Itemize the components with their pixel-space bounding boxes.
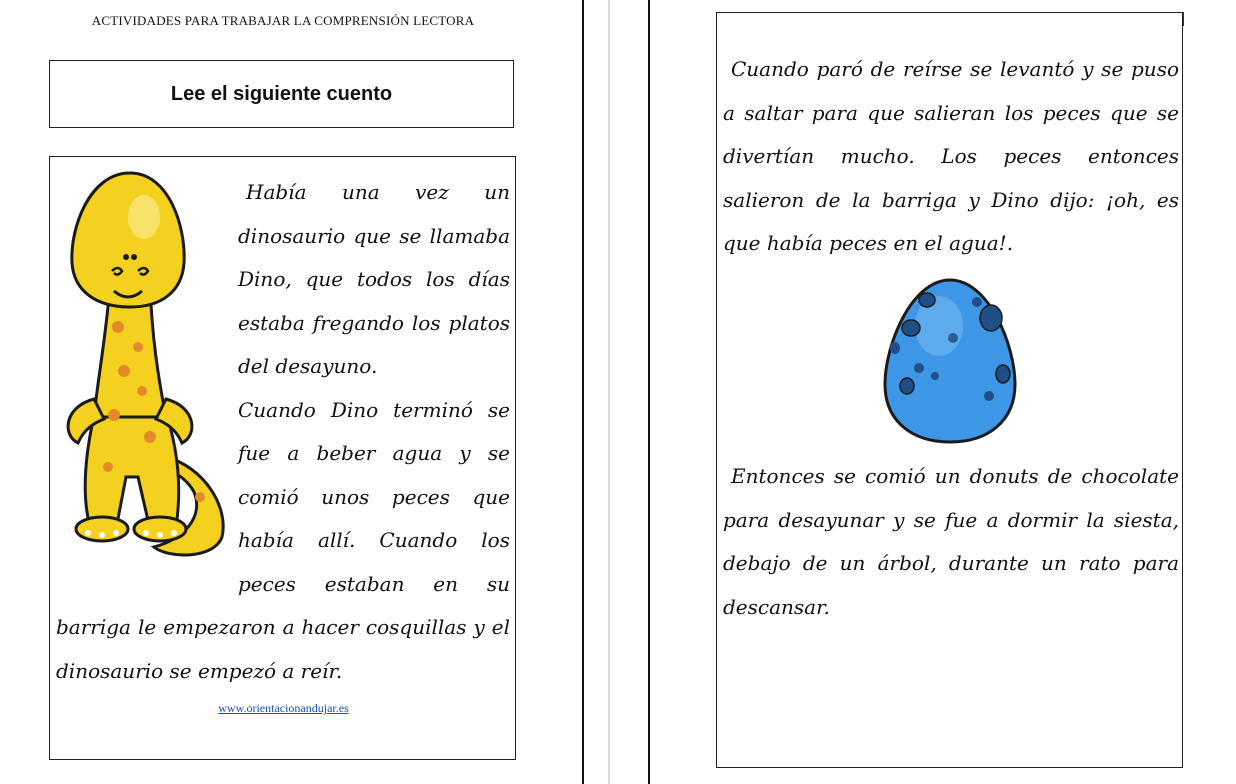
story-box-right [716, 12, 1183, 768]
page-divider-shadow [608, 0, 610, 784]
website-link[interactable]: www.orientacionandujar.es [218, 701, 349, 715]
page-divider-left [582, 0, 584, 784]
page-gutter [582, 0, 650, 784]
dinosaur-illustration [54, 167, 226, 559]
title-box [49, 60, 514, 128]
story-paragraph-3 [723, 48, 1179, 266]
document-header: ACTIVIDADES PARA TRABAJAR LA COMPRENSIÓN LECTORA [91, 13, 475, 28]
story-box-left [49, 156, 516, 760]
story-paragraph-1: Había una vez un dinosaurio que se llamaba Dino, que todos los días estaba fregando los platos del desayuno. [238, 180, 510, 378]
story-paragraph-3-text: Cuando paró de reírse se levantó y se puso a saltar para que salieran los peces que se divertían mucho. Los peces entonces salieron de la barriga y Dino dijo: ¡oh, es que había peces en el agua!. [723, 57, 1179, 255]
story-title: Lee el siguiente cuento [170, 82, 393, 105]
right-page [650, 0, 1236, 784]
blue-spotted-egg-illustration [881, 276, 1019, 446]
story-paragraph-4-text: Entonces se comió un donuts de chocolate para desayunar y se fue a dormir la siesta, debajo de un árbol, durante un rato para descansar. [723, 464, 1179, 619]
left-page [0, 0, 582, 784]
text-cursor [1183, 12, 1184, 26]
story-paragraph-4 [723, 455, 1179, 629]
story-paragraph-2: Cuando Dino terminó se fue a beber agua y se comió unos peces que había allí. Cuando los peces estaban en su barriga le empezaron a hacer cosquillas y el dinosaurio se empezó a reír. [56, 397, 510, 683]
